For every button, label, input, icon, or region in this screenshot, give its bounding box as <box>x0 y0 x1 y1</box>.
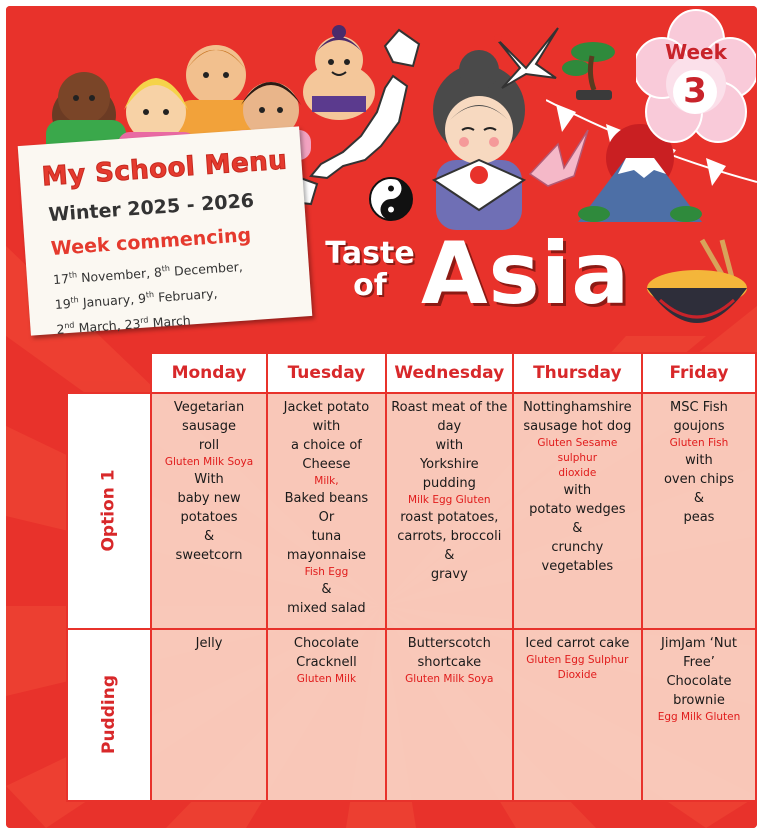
allergen-info: Gluten Fish <box>669 437 729 449</box>
date-text: 17 <box>52 270 70 288</box>
row-header-label: Pudding <box>98 675 119 754</box>
date-ordinal-suffix: th <box>70 295 80 305</box>
menu-cell-friday <box>642 629 756 801</box>
menu-item-text: carrots, broccoli <box>397 529 502 544</box>
allergen-info: Dioxide <box>557 669 598 681</box>
date-ordinal-suffix: th <box>161 263 171 274</box>
table-row <box>67 629 756 801</box>
theme-line-taste: Taste <box>325 236 415 271</box>
menu-item-text: & <box>572 521 583 536</box>
menu-item-text: Iced carrot cake <box>525 636 630 651</box>
menu-item-text: & <box>203 529 215 544</box>
menu-item-text: Or <box>318 510 335 525</box>
theme-asia: Asia <box>421 224 631 324</box>
yin-yang-icon <box>368 176 414 222</box>
date-text: November, 8 <box>76 264 163 286</box>
menu-cell-tuesday <box>267 629 386 801</box>
day-header-tuesday: Tuesday <box>267 353 386 393</box>
menu-item-text: Nottinghamshire <box>523 400 632 415</box>
menu-item-text: vegetables <box>541 559 614 574</box>
menu-item-text: roast potatoes, <box>400 510 499 525</box>
menu-item-text: With <box>194 472 224 487</box>
menu-item-text: Roast meat of the <box>391 400 508 415</box>
menu-item-text: Chocolate <box>293 636 359 651</box>
menu-item-text: Jacket potato with <box>283 400 370 434</box>
menu-item-text: & <box>444 548 455 563</box>
menu-item-text: Butterscotch <box>407 636 491 651</box>
theme-line-of: of <box>353 268 387 303</box>
allergen-info: Milk, <box>314 475 339 487</box>
table-corner <box>67 353 151 393</box>
allergen-info: dioxide <box>558 467 597 479</box>
menu-cell-wednesday <box>386 629 513 801</box>
menu-item-text: Cheese <box>302 457 351 472</box>
day-header-thursday: Thursday <box>513 353 642 393</box>
menu-item-text: Jelly <box>195 636 223 651</box>
menu-cell-monday <box>151 393 267 629</box>
allergen-info: Gluten Egg Sulphur <box>526 654 629 666</box>
menu-item-text: baby new potatoes <box>177 491 241 525</box>
date-text: March, 23 <box>74 316 141 336</box>
menu-item-text: a choice of <box>290 438 362 453</box>
day-header-wednesday: Wednesday <box>386 353 513 393</box>
allergen-info: Fish Egg <box>304 566 349 578</box>
allergen-info: Gluten Milk <box>296 673 357 685</box>
week-label: Week <box>665 40 727 64</box>
menu-item-text: pudding <box>422 476 476 491</box>
date-ordinal-suffix: rd <box>139 315 149 326</box>
date-text: 19 <box>54 296 72 313</box>
date-ordinal-suffix: nd <box>64 320 75 331</box>
menu-item-text: mixed salad <box>287 601 366 616</box>
menu-item-text: roll <box>198 438 220 453</box>
menu-item-text: Yorkshire <box>419 457 479 472</box>
menu-cell-friday <box>642 393 756 629</box>
menu-cell-thursday <box>513 629 642 801</box>
table-row <box>67 393 756 629</box>
date-text: December, <box>169 258 244 279</box>
menu-item-text: tuna mayonnaise <box>286 529 366 563</box>
menu-item-text: peas <box>683 510 715 525</box>
menu-cell-thursday <box>513 393 642 629</box>
day-header-friday: Friday <box>642 353 756 393</box>
menu-poster <box>6 6 757 828</box>
menu-table <box>66 352 757 802</box>
menu-cell-monday <box>151 629 267 801</box>
menu-item-text: with <box>685 453 713 468</box>
menu-item-text: sausage hot dog <box>523 419 632 434</box>
menu-cell-tuesday <box>267 393 386 629</box>
title-card <box>18 126 313 338</box>
date-text: 2 <box>56 321 66 338</box>
menu-item-text: Vegetarian sausage <box>173 400 245 434</box>
date-text: January, 9 <box>78 290 147 311</box>
menu-item-text: gravy <box>430 567 468 582</box>
menu-cell-wednesday <box>386 393 513 629</box>
menu-item-text: with <box>563 483 592 498</box>
menu-item-text: & <box>321 582 332 597</box>
menu-item-text: & <box>693 491 705 506</box>
crane-illustration <box>486 18 566 98</box>
date-text: March <box>148 312 192 331</box>
row-header-label: Option 1 <box>98 469 119 552</box>
day-header-row <box>67 353 756 393</box>
allergen-info: Gluten Milk Soya <box>405 673 494 685</box>
week-number: 3 <box>683 71 707 111</box>
noodle-bowl-illustration <box>642 238 752 342</box>
menu-item-text: crunchy <box>551 540 604 555</box>
season-label: Winter 2025 - 2026 <box>47 189 255 227</box>
allergen-info: Gluten Sesame sulphur <box>537 437 618 464</box>
menu-item-text: with <box>435 438 464 453</box>
menu-title: My School Menu <box>40 145 289 193</box>
menu-item-text: day <box>437 419 462 434</box>
menu-item-text: JimJam ‘Nut Free’ <box>661 636 737 670</box>
allergen-info: Milk Egg Gluten <box>408 494 491 506</box>
allergen-info: Gluten Milk Soya <box>164 456 254 468</box>
menu-item-text: oven chips <box>663 472 734 487</box>
menu-item-text: Cracknell <box>296 655 357 670</box>
menu-item-text: Baked beans <box>284 491 369 506</box>
week-commencing-label: Week commencing <box>50 224 252 260</box>
menu-item-text: shortcake <box>417 655 482 670</box>
date-ordinal-suffix: th <box>145 290 155 300</box>
menu-item-text: potato wedges <box>529 502 626 517</box>
menu-item-text: MSC Fish goujons <box>670 400 728 434</box>
allergen-info: Egg Milk Gluten <box>657 711 741 723</box>
date-text: February, <box>153 285 218 306</box>
row-header <box>67 629 151 801</box>
menu-item-text: sweetcorn <box>175 548 243 563</box>
date-ordinal-suffix: th <box>68 270 78 280</box>
row-header <box>67 393 151 629</box>
day-header-monday: Monday <box>151 353 267 393</box>
menu-body <box>67 393 756 801</box>
menu-item-text: Chocolate brownie <box>666 674 732 708</box>
theme-taste-of <box>322 238 418 302</box>
